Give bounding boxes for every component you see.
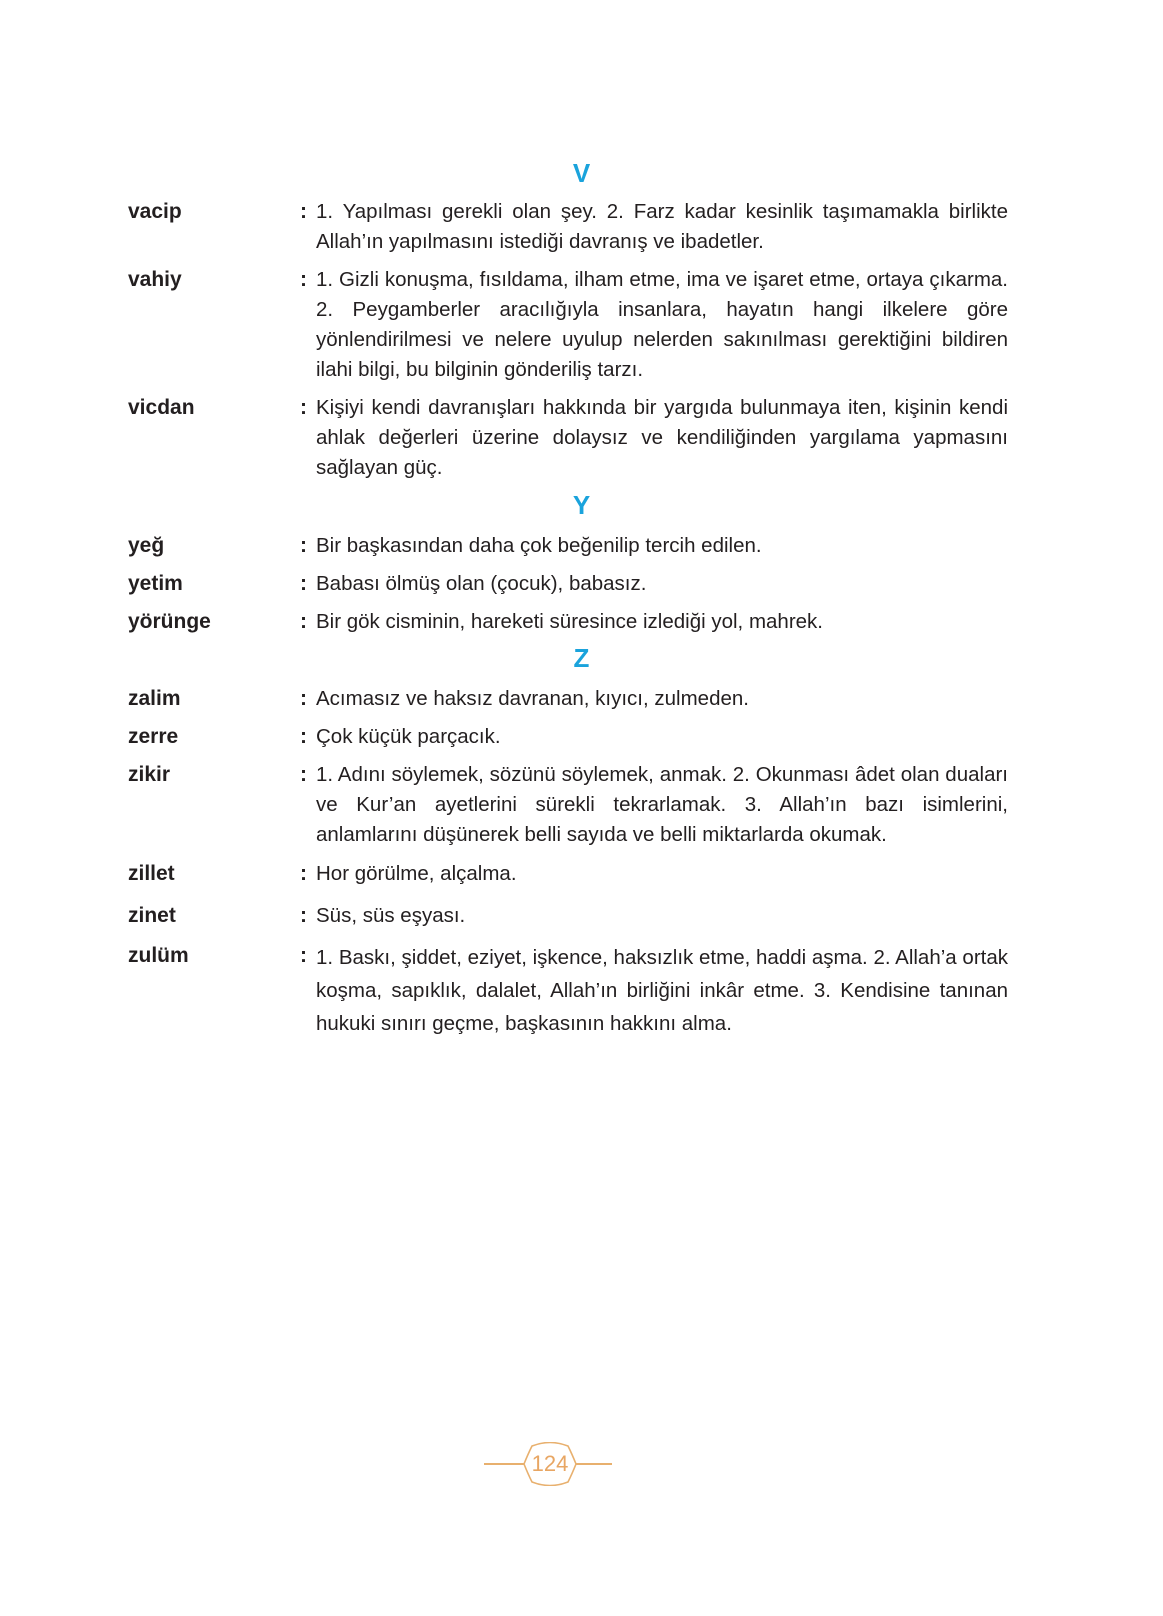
definition: 1. Adını söylemek, sözünü söylemek, anmak. 2. Okunması âdet olan duaları ve Kur’an ayetlerini sürekli tekrarlamak. 3. Allah’ın bazı isimlerini, anlamlarını düşünerek belli sayıda ve belli miktarlarda okumak. <box>316 763 1008 846</box>
colon: : <box>300 862 307 885</box>
page-number <box>480 1442 620 1486</box>
term: vicdan <box>128 396 195 419</box>
ornament-line-right <box>576 1463 612 1465</box>
colon: : <box>300 268 307 291</box>
definition: 1. Gizli konuşma, fısıldama, ilham etme, ima ve işaret etme, ortaya çıkarma. 2. Peygamberler aracılığıyla insanlara, hayatın hangi ilkelere göre yönlendirilmesi ve nelere uyulup nelerden sakınılması gerektiğini bildiren ilahi bilgi, bu bilginin gönderiliş tarzı. <box>316 268 1008 381</box>
term: yetim <box>128 572 183 595</box>
colon: : <box>300 763 307 786</box>
colon: : <box>300 687 307 710</box>
term: zulüm <box>128 944 189 967</box>
term: zinet <box>128 904 176 927</box>
definition: Çok küçük parçacık. <box>316 725 501 748</box>
letter-heading-v: V <box>572 158 591 188</box>
term: yeğ <box>128 534 165 557</box>
term: zillet <box>128 862 175 885</box>
definition: Bir başkasından daha çok beğenilip tercih edilen. <box>316 534 762 557</box>
term: vacip <box>128 200 182 223</box>
colon: : <box>300 396 307 419</box>
letter-heading-y: Y <box>572 490 591 520</box>
term: zikir <box>128 763 171 786</box>
ornament-line-left <box>484 1463 524 1465</box>
definition: Bir gök cisminin, hareketi süresince izlediği yol, mahrek. <box>316 610 824 633</box>
definition: 1. Baskı, şiddet, eziyet, işkence, haksızlık etme, haddi aşma. 2. Allah’a ortak koşma, sapıklık, dalalet, Allah’ın birliğini inkâr etme. 3. Kendisine tanınan hukuki sınırı geçme, başkasının hakkını alma. <box>316 946 1008 1035</box>
letter-heading-z: Z <box>573 643 590 673</box>
definition: Hor görülme, alçalma. <box>316 862 517 885</box>
definition: Babası ölmüş olan (çocuk), babasız. <box>316 572 647 595</box>
definition: Süs, süs eşyası. <box>316 904 466 927</box>
colon: : <box>300 904 307 927</box>
term: vahiy <box>128 268 182 291</box>
colon: : <box>300 572 307 595</box>
colon: : <box>300 200 307 223</box>
colon: : <box>300 944 307 967</box>
definition: 1. Yapılması gerekli olan şey. 2. Farz kadar kesinlik taşımamakla birlikte Allah’ın yapılmasını istediği davranış ve ibadetler. <box>316 200 1008 253</box>
definition: Acımasız ve haksız davranan, kıyıcı, zulmeden. <box>316 687 749 710</box>
definition: Kişiyi kendi davranışları hakkında bir yargıda bulunmaya iten, kişinin kendi ahlak değerleri üzerine dolaysız ve kendiliğinden yargılama yapmasını sağlayan güç. <box>316 396 1008 479</box>
term: zerre <box>128 725 179 748</box>
colon: : <box>300 610 307 633</box>
term: zalim <box>128 687 181 710</box>
colon: : <box>300 725 307 748</box>
page-number-text: 124 <box>531 1451 569 1476</box>
term: yörünge <box>128 610 211 633</box>
colon: : <box>300 534 307 557</box>
